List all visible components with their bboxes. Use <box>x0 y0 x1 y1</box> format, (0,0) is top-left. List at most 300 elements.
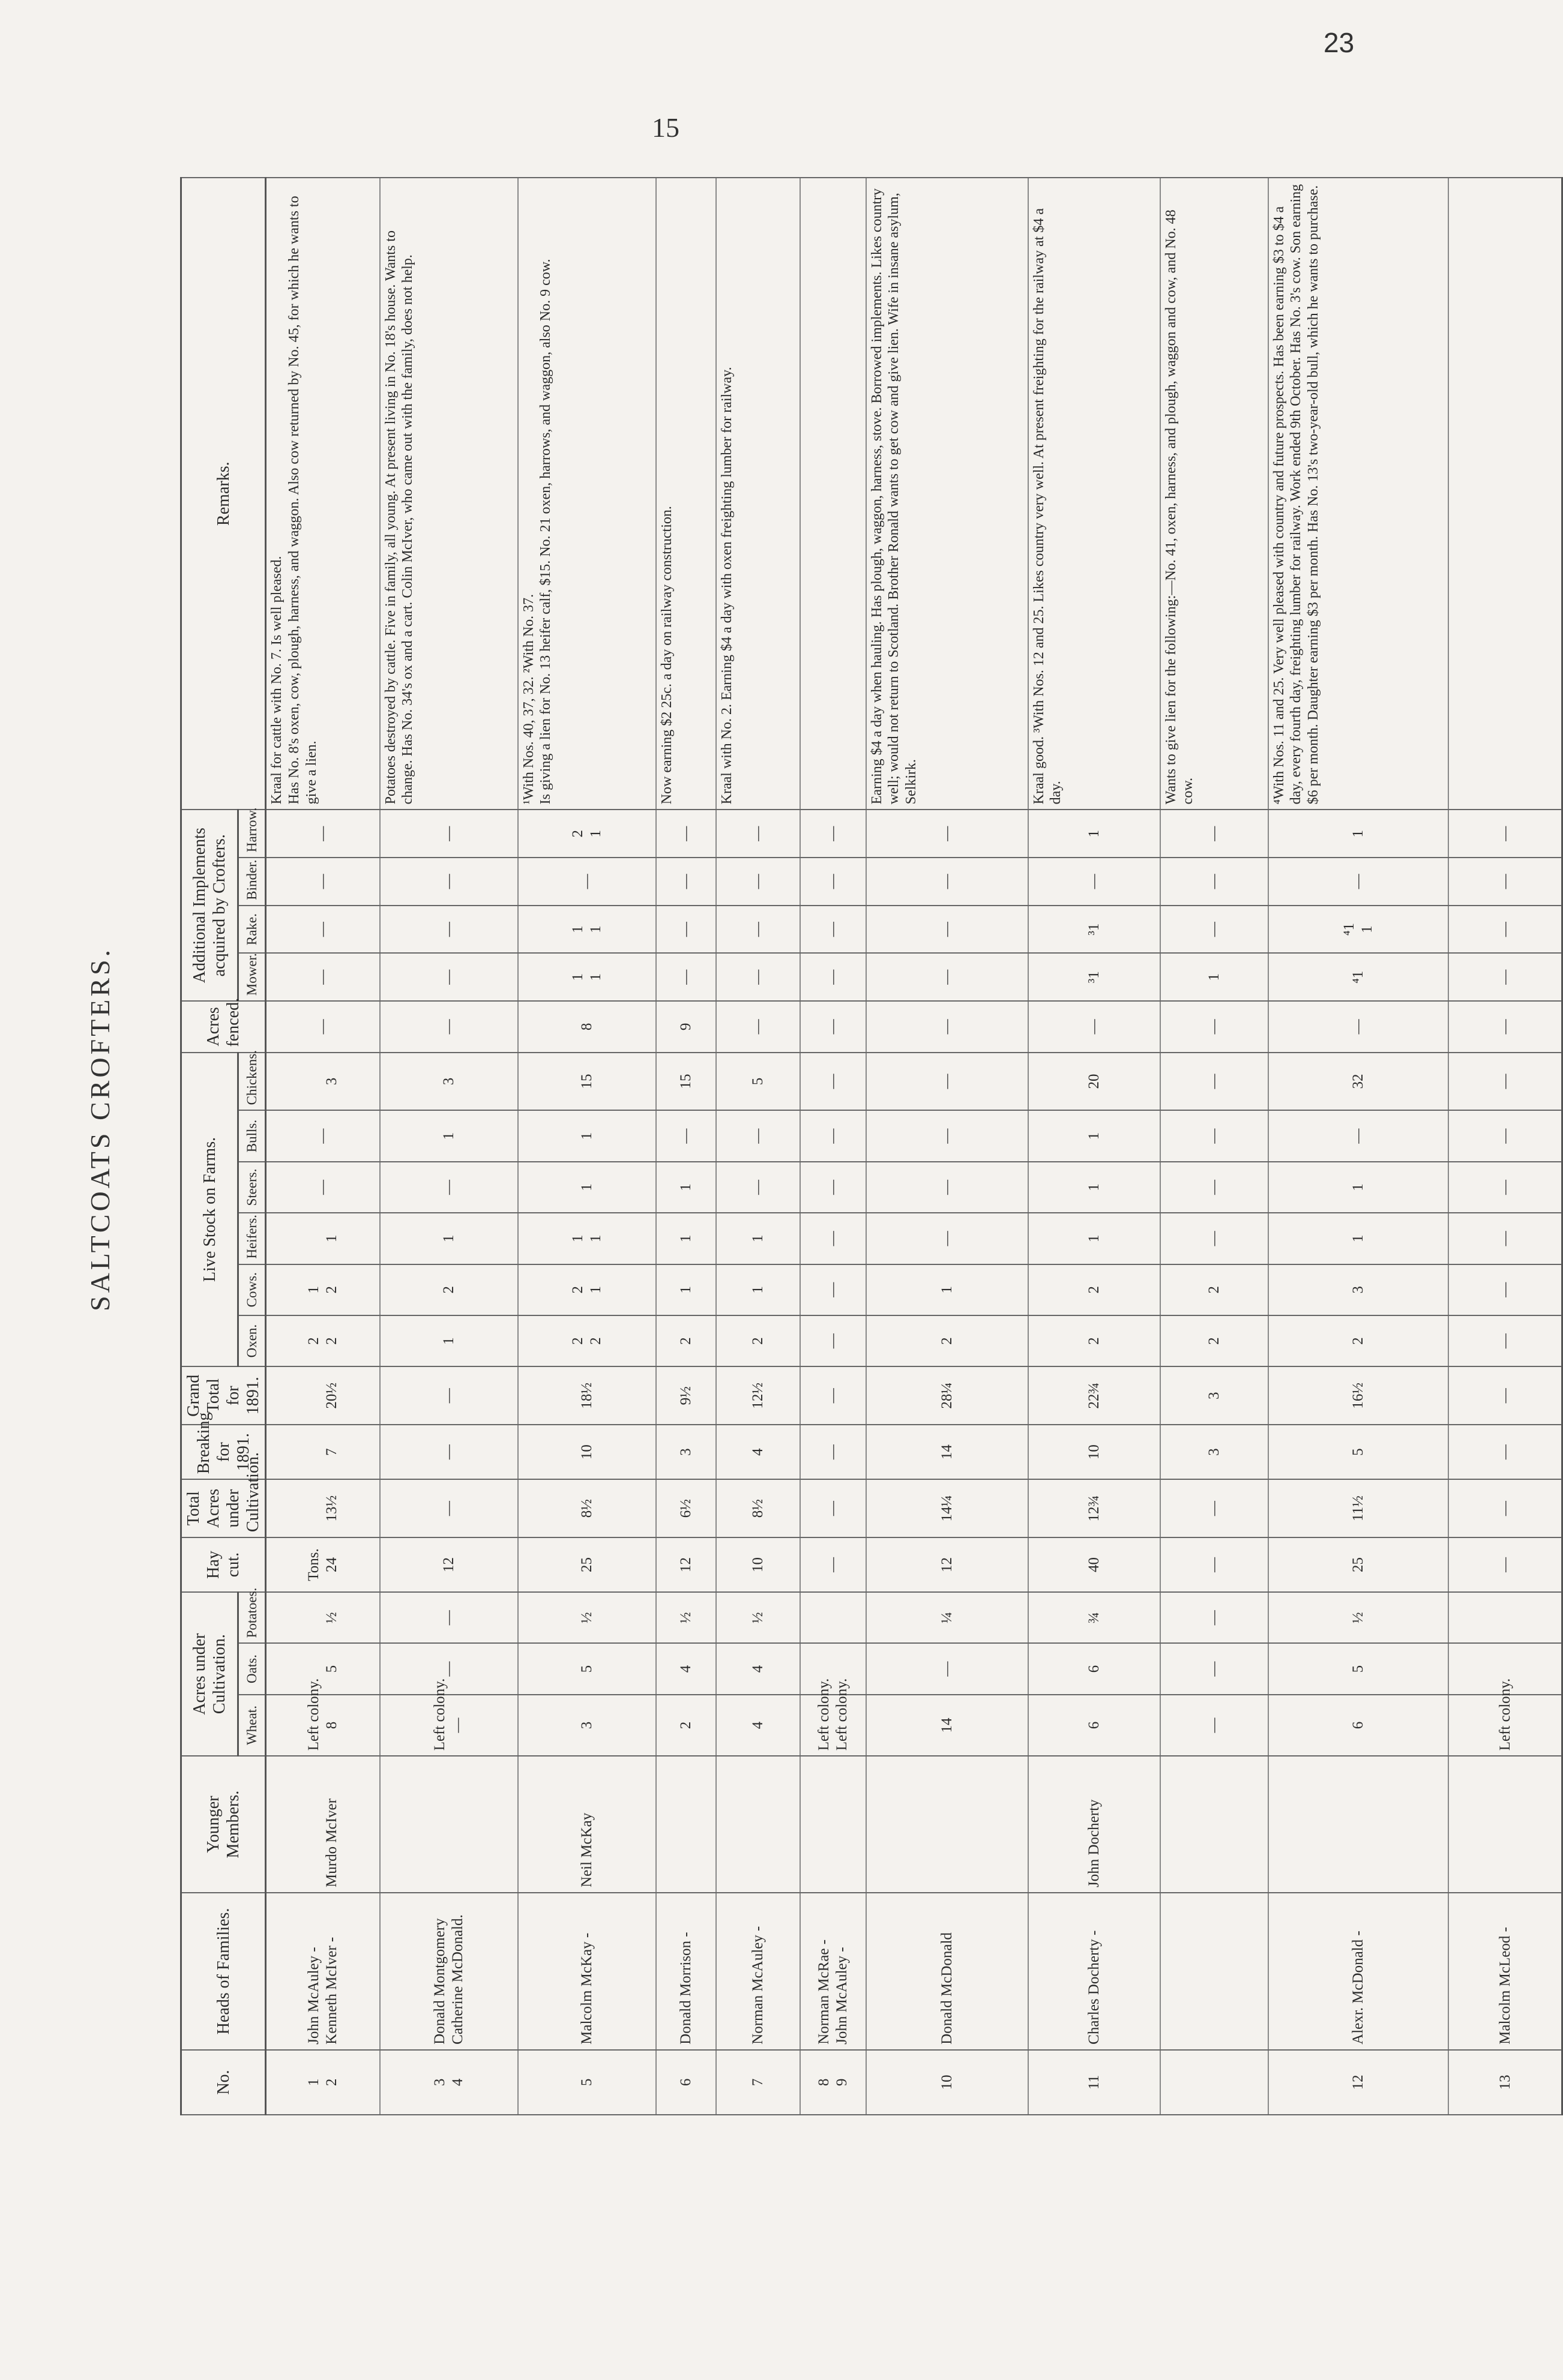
cell-chickens <box>800 1053 866 1111</box>
cell-text: — <box>938 1179 955 1195</box>
cell-total-acres <box>518 1479 656 1537</box>
cell-text: 3 <box>432 2078 448 2087</box>
cell-text: — <box>1496 1333 1513 1349</box>
cell-oxen <box>1448 1315 1562 1366</box>
cell-text: 2 <box>323 2078 340 2087</box>
cell-text: Left colony. <box>816 1678 833 1751</box>
cell-text: 1 <box>677 1183 694 1191</box>
cell-potatoes <box>1268 1592 1448 1643</box>
cell-harrow <box>1268 810 1448 858</box>
cell-text: Left colony. <box>306 1678 322 1751</box>
cell-text: 6½ <box>677 1498 694 1518</box>
cell-text: — <box>824 1557 841 1572</box>
cell-no <box>1160 2050 1268 2115</box>
cell-text: — <box>824 874 841 889</box>
cell-text: — <box>938 1074 955 1089</box>
cell-text: — <box>824 1128 841 1144</box>
cell-text <box>1205 1761 1223 1887</box>
cell-hay <box>800 1537 866 1592</box>
cell-acres-fenced <box>518 1001 656 1052</box>
rotated-table-wrapper <box>180 177 1513 2115</box>
cell-text: — <box>677 922 694 937</box>
cell-oats <box>1160 1643 1268 1694</box>
cell-text: — <box>938 1661 955 1677</box>
cell-text: 5 <box>578 2078 595 2087</box>
cell-potatoes <box>866 1592 1028 1643</box>
cell-text: 22¾ <box>1085 1382 1102 1409</box>
cell-bulls <box>800 1110 866 1161</box>
cell-text: ⁴With Nos. 11 and 25. Very well pleased with country and future prospects. Has been earning $3 to $4 a day, every fourth day, freighting lumber for railway. Work ended 9th October. Has No. 3's cow. Son earning $6 per month. Daughter earning $3 per month. Has No. 13's two-year-old bull, which he wants to purchase. <box>1271 184 1322 805</box>
cell-text: — <box>824 1444 841 1460</box>
cell-text: — <box>677 826 694 841</box>
cell-text: 12 <box>677 1557 694 1572</box>
cell-text: 8 <box>578 1023 595 1031</box>
cell-breaking <box>866 1425 1028 1479</box>
cell-grand-total <box>1160 1366 1268 1425</box>
cell-bulls <box>866 1110 1028 1161</box>
cell-younger <box>1028 1756 1160 1893</box>
table-row <box>866 178 1028 2115</box>
header-binder: Binder. <box>238 858 266 906</box>
cell-text: Murdo McIver <box>323 1799 340 1887</box>
cell-harrow <box>518 810 656 858</box>
cell-text: 1 <box>749 1234 766 1243</box>
cell-text: 8½ <box>749 1498 766 1518</box>
cell-total-acres <box>716 1479 800 1537</box>
cell-text: 2 <box>1205 1337 1222 1345</box>
cell-text: 1 <box>1085 829 1102 838</box>
cell-text: ¼ <box>938 1612 955 1624</box>
cell-text: 10 <box>1085 1444 1102 1460</box>
header-younger: Younger Members. <box>181 1756 266 1893</box>
cell-hay <box>716 1537 800 1592</box>
cell-no <box>380 2050 518 2115</box>
header-total-acres: Total Acres under Cultivation. <box>181 1479 266 1537</box>
cell-text: Kraal with No. 2. Earning $4 a day with oxen freighting lumber for railway. <box>718 367 735 805</box>
cell-mower <box>380 953 518 1001</box>
cell-chickens <box>1448 1053 1562 1111</box>
cell-text: — <box>1205 826 1222 841</box>
cell-oxen <box>1028 1315 1160 1366</box>
cell-text: 2 <box>677 1337 694 1345</box>
cell-text: 8 <box>323 1721 340 1729</box>
cell-text: — <box>677 874 694 889</box>
cell-text: Now earning $2 25c. a day on railway construction. <box>658 506 675 805</box>
cell-head <box>380 1893 518 2050</box>
cell-text: 4 <box>749 1665 766 1673</box>
cell-text: 6 <box>677 2078 694 2087</box>
header-chickens: Chickens. <box>238 1053 266 1111</box>
cell-rake <box>266 906 380 954</box>
cell-binder <box>380 858 518 906</box>
cell-steers <box>518 1162 656 1213</box>
cell-text <box>749 1761 767 1887</box>
cell-text: 3 <box>1205 1448 1222 1456</box>
cell-text: 3 <box>440 1077 457 1086</box>
cell-text <box>1451 183 1468 804</box>
cell-text: — <box>1496 1179 1513 1195</box>
cell-text: 5 <box>1349 1448 1366 1456</box>
cell-text: — <box>749 1128 766 1144</box>
cell-text: 2 <box>587 1337 604 1345</box>
cell-text: — <box>440 1501 457 1516</box>
cell-rake <box>518 906 656 954</box>
cell-text: — <box>449 1717 466 1733</box>
cell-binder <box>1028 858 1160 906</box>
cell-text: 14 <box>938 1444 955 1460</box>
cell-chickens <box>866 1053 1028 1111</box>
cell-text: — <box>824 1282 841 1297</box>
cell-oxen <box>1160 1315 1268 1366</box>
cell-bulls <box>1160 1110 1268 1161</box>
cell-bulls <box>1268 1110 1448 1161</box>
table-row <box>518 178 656 2115</box>
cell-text: Potatoes destroyed by cattle. Five in family, all young. At present living in No. 18's house. Wants to change. Has No. 34's ox and a cart. Colin McIver, who came out with the family, does not help. <box>382 230 416 805</box>
cell-text <box>1205 2055 1223 2109</box>
cell-oats <box>518 1643 656 1694</box>
header-steers: Steers. <box>238 1162 266 1213</box>
cell-text: — <box>1205 1501 1222 1516</box>
cell-cows <box>1448 1264 1562 1315</box>
cell-text: 15 <box>578 1074 595 1089</box>
cell-chickens <box>266 1053 380 1111</box>
cell-text: 14¼ <box>938 1495 955 1522</box>
cell-oxen <box>656 1315 716 1366</box>
cell-text: Catherine McDonald. <box>449 1914 466 2045</box>
cell-text: Neil McKay <box>578 1812 595 1887</box>
cell-acres-fenced <box>266 1001 380 1052</box>
cell-text: 32 <box>1349 1074 1366 1089</box>
cell-text: — <box>1085 874 1102 889</box>
cell-text: Wants to give lien for the following:—No. 41, oxen, harness, and plough, waggon and cow, and No. 48 cow. <box>1163 209 1196 805</box>
cell-text: 13½ <box>323 1495 340 1522</box>
cell-text: 2 <box>1349 1337 1366 1345</box>
cell-acres-fenced <box>1160 1001 1268 1052</box>
cell-potatoes <box>1028 1592 1160 1643</box>
cell-text: ½ <box>1349 1612 1366 1624</box>
cell-text: — <box>1205 1717 1222 1733</box>
cell-cows <box>518 1264 656 1315</box>
cell-text: — <box>824 1333 841 1349</box>
table-body <box>266 178 1562 2115</box>
cell-text: — <box>824 1388 841 1404</box>
cell-harrow <box>1160 810 1268 858</box>
cell-text: 15 <box>677 1074 694 1089</box>
cell-text: 1 <box>1349 829 1366 838</box>
cell-text: — <box>1349 874 1366 889</box>
cell-hay <box>656 1537 716 1592</box>
cell-text: John Docherty <box>1085 1799 1102 1887</box>
header-remarks: Remarks. <box>181 178 266 810</box>
cell-grand-total <box>1268 1366 1448 1425</box>
cell-text: — <box>1496 874 1513 889</box>
cell-younger <box>266 1756 380 1893</box>
cell-younger <box>716 1756 800 1893</box>
cell-binder <box>800 858 866 906</box>
cell-binder <box>518 858 656 906</box>
cell-text: 8½ <box>578 1498 595 1518</box>
cell-text: 1 <box>749 1286 766 1294</box>
cell-total-acres <box>866 1479 1028 1537</box>
cell-total-acres <box>800 1479 866 1537</box>
header-wheat: Wheat. <box>238 1695 266 1756</box>
cell-harrow <box>1448 810 1562 858</box>
cell-text: 4 <box>749 1448 766 1456</box>
cell-text: Tons. <box>306 1548 322 1581</box>
cell-hay <box>1268 1537 1448 1592</box>
cell-oats <box>1028 1643 1160 1694</box>
cell-mower <box>518 953 656 1001</box>
cell-wheat <box>716 1695 800 1756</box>
cell-text: Has No. 8's oxen, cow, plough, harness, and waggon. Also cow returned by No. 45, for which he wants to give a lien. <box>286 196 319 805</box>
cell-text: — <box>1496 922 1513 937</box>
cell-text: — <box>440 1179 457 1195</box>
cell-text: 3 <box>578 1721 595 1729</box>
table-row <box>716 178 800 2115</box>
cell-text <box>803 183 820 804</box>
cell-steers <box>1268 1162 1448 1213</box>
cell-cows <box>1028 1264 1160 1315</box>
cell-mower <box>716 953 800 1001</box>
cell-heifers <box>1268 1213 1448 1264</box>
cell-oxen <box>716 1315 800 1366</box>
cell-text: 1 <box>587 829 604 838</box>
cell-text: — <box>749 1179 766 1195</box>
cell-text: — <box>938 969 955 985</box>
cell-binder <box>656 858 716 906</box>
cell-text: — <box>1496 1231 1513 1246</box>
cell-steers <box>1160 1162 1268 1213</box>
header-breaking: Breaking for 1891. <box>181 1425 266 1479</box>
cell-head <box>656 1893 716 2050</box>
cell-younger <box>1160 1756 1268 1893</box>
cell-text <box>305 1485 323 1532</box>
cell-chickens <box>1160 1053 1268 1111</box>
cell-text: 1 <box>440 1234 457 1243</box>
cell-grand-total <box>716 1366 800 1425</box>
cell-oats <box>380 1643 518 1694</box>
cell-chickens <box>518 1053 656 1111</box>
cell-text: — <box>1205 874 1222 889</box>
cell-text: — <box>1496 1444 1513 1460</box>
cell-text: 1 <box>677 1234 694 1243</box>
cell-text: — <box>1496 1128 1513 1144</box>
header-acres-fenced: Acres fenced. <box>181 1001 266 1052</box>
cell-wheat <box>266 1678 380 1756</box>
cell-breaking <box>1268 1425 1448 1479</box>
cell-text: 1 <box>1085 1234 1102 1243</box>
cell-text: 1 <box>1358 925 1375 933</box>
cell-text: Is giving a lien for No. 13 heifer calf, $15. No. 21 oxen, harrows, and waggon, also No. 9 cow. <box>538 259 554 805</box>
cell-harrow <box>380 810 518 858</box>
cell-text: Kenneth McIver - <box>323 1937 340 2045</box>
cell-cows <box>1268 1264 1448 1315</box>
cell-bulls <box>380 1110 518 1161</box>
cell-oxen <box>866 1315 1028 1366</box>
cell-heifers <box>1448 1213 1562 1264</box>
cell-heifers <box>1160 1213 1268 1264</box>
cell-text: Malcolm McLeod - <box>1496 1927 1513 2045</box>
cell-text: 28¼ <box>938 1382 955 1409</box>
cell-heifers <box>656 1213 716 1264</box>
cell-cows <box>800 1264 866 1315</box>
cell-text: 40 <box>1085 1557 1102 1572</box>
cell-acres-fenced <box>380 1001 518 1052</box>
cell-hay <box>380 1537 518 1592</box>
cell-oxen <box>380 1315 518 1366</box>
cell-younger <box>656 1756 716 1893</box>
cell-harrow <box>266 810 380 858</box>
cell-acres-fenced <box>866 1001 1028 1052</box>
cell-total-acres <box>1028 1479 1160 1537</box>
cell-grand-total <box>866 1366 1028 1425</box>
cell-cows <box>380 1264 518 1315</box>
cell-heifers <box>518 1213 656 1264</box>
cell-remarks <box>866 178 1028 810</box>
cell-text: 25 <box>1349 1557 1366 1572</box>
cell-steers <box>866 1162 1028 1213</box>
cell-text: 7 <box>749 2078 766 2087</box>
cell-breaking <box>1028 1425 1160 1479</box>
cell-text: 10 <box>938 2075 955 2090</box>
cell-text: — <box>1205 1661 1222 1677</box>
cell-bulls <box>518 1110 656 1161</box>
cell-no <box>1448 2050 1562 2115</box>
cell-grand-total <box>380 1366 518 1425</box>
cell-text: 12½ <box>749 1382 766 1409</box>
cell-head <box>1160 1893 1268 2050</box>
cell-text: Donald Montgomery <box>432 1918 448 2045</box>
cell-breaking <box>656 1425 716 1479</box>
cell-chickens <box>716 1053 800 1111</box>
cell-total-acres <box>656 1479 716 1537</box>
cell-text: ½ <box>749 1612 766 1624</box>
cell-harrow <box>1028 810 1160 858</box>
cell-text: ⁴1 <box>1341 923 1358 936</box>
cell-text: 1 <box>306 1286 322 1294</box>
cell-text: 1 <box>1349 1234 1366 1243</box>
cell-text: 20 <box>1085 1074 1102 1089</box>
table-row <box>1028 178 1160 2115</box>
inner-page-number: 15 <box>652 112 679 143</box>
cell-text: 5 <box>323 1665 340 1673</box>
cell-text <box>305 1218 323 1258</box>
cell-head <box>1448 1893 1562 2050</box>
cell-text: — <box>749 922 766 937</box>
cell-text <box>1496 1597 1514 1638</box>
cell-text: Malcolm McKay - <box>578 1932 595 2045</box>
cell-rake <box>1448 906 1562 954</box>
cell-younger <box>1448 1756 1562 1893</box>
cell-text: — <box>824 1231 841 1246</box>
cell-wheat <box>800 1678 866 1756</box>
cell-text: 3 <box>677 1448 694 1456</box>
cell-text: — <box>315 826 331 841</box>
cell-text: ¹With Nos. 40, 37, 32. ²With No. 37. <box>520 593 537 805</box>
cell-steers <box>716 1162 800 1213</box>
cell-oats <box>716 1643 800 1694</box>
header-acres-group: Acres under Cultivation. <box>181 1592 238 1756</box>
table-row <box>1268 178 1448 2115</box>
cell-text: — <box>440 969 457 985</box>
table-row <box>800 178 866 2115</box>
cell-total-acres <box>266 1479 380 1537</box>
table-header <box>181 178 266 2115</box>
cell-text: Donald Morrison - <box>677 1932 694 2045</box>
cell-text: — <box>749 874 766 889</box>
cell-chickens <box>1268 1053 1448 1111</box>
header-heifers: Heifers. <box>238 1213 266 1264</box>
cell-mower <box>656 953 716 1001</box>
cell-younger <box>866 1756 1028 1893</box>
header-grand-total: Grand Total for 1891. <box>181 1366 266 1425</box>
cell-potatoes <box>656 1592 716 1643</box>
cell-no <box>266 2050 380 2115</box>
cell-wheat <box>518 1695 656 1756</box>
cell-text: 1 <box>1085 1183 1102 1191</box>
table-row <box>1160 178 1268 2115</box>
cell-text: — <box>1205 1179 1222 1195</box>
cell-text: 2 <box>570 1286 586 1294</box>
cell-text: 1 <box>938 1286 955 1294</box>
cell-hay <box>266 1537 380 1592</box>
cell-younger <box>1268 1756 1448 1893</box>
cell-cows <box>1160 1264 1268 1315</box>
cell-breaking <box>1160 1425 1268 1479</box>
cell-text: — <box>938 826 955 841</box>
cell-oats <box>800 1643 866 1694</box>
cell-bulls <box>656 1110 716 1161</box>
cell-remarks <box>1448 178 1562 810</box>
cell-mower <box>800 953 866 1001</box>
cell-grand-total <box>1028 1366 1160 1425</box>
cell-text <box>824 1761 842 1887</box>
cell-text: ½ <box>677 1612 694 1624</box>
cell-wheat <box>656 1695 716 1756</box>
cell-text: — <box>938 1231 955 1246</box>
cell-binder <box>266 858 380 906</box>
cell-text: 1 <box>440 1337 457 1345</box>
cell-text: 1 <box>1085 1132 1102 1140</box>
cell-wheat <box>1448 1678 1562 1756</box>
cell-rake <box>1268 906 1448 954</box>
cell-chickens <box>656 1053 716 1111</box>
cell-text: — <box>749 826 766 841</box>
cell-text: 5 <box>578 1665 595 1673</box>
cell-potatoes <box>518 1592 656 1643</box>
cell-text: 6 <box>1349 1721 1366 1729</box>
cell-text: — <box>938 922 955 937</box>
cell-text: 2 <box>306 1337 322 1345</box>
cell-text: 6 <box>1085 1721 1102 1729</box>
cell-no <box>1028 2050 1160 2115</box>
cell-hay <box>518 1537 656 1592</box>
cell-binder <box>1268 858 1448 906</box>
cell-text: 1 <box>587 1234 604 1243</box>
cell-text: — <box>1205 1019 1222 1035</box>
cell-mower <box>1448 953 1562 1001</box>
cell-text: — <box>1085 1019 1102 1035</box>
cell-text: 1 <box>1349 1183 1366 1191</box>
cell-younger <box>518 1756 656 1893</box>
cell-text: — <box>824 922 841 937</box>
cell-oats <box>1268 1643 1448 1694</box>
cell-cows <box>656 1264 716 1315</box>
cell-text: 1 <box>306 2078 322 2087</box>
cell-mower <box>866 953 1028 1001</box>
cell-heifers <box>1028 1213 1160 1264</box>
cell-acres-fenced <box>716 1001 800 1052</box>
